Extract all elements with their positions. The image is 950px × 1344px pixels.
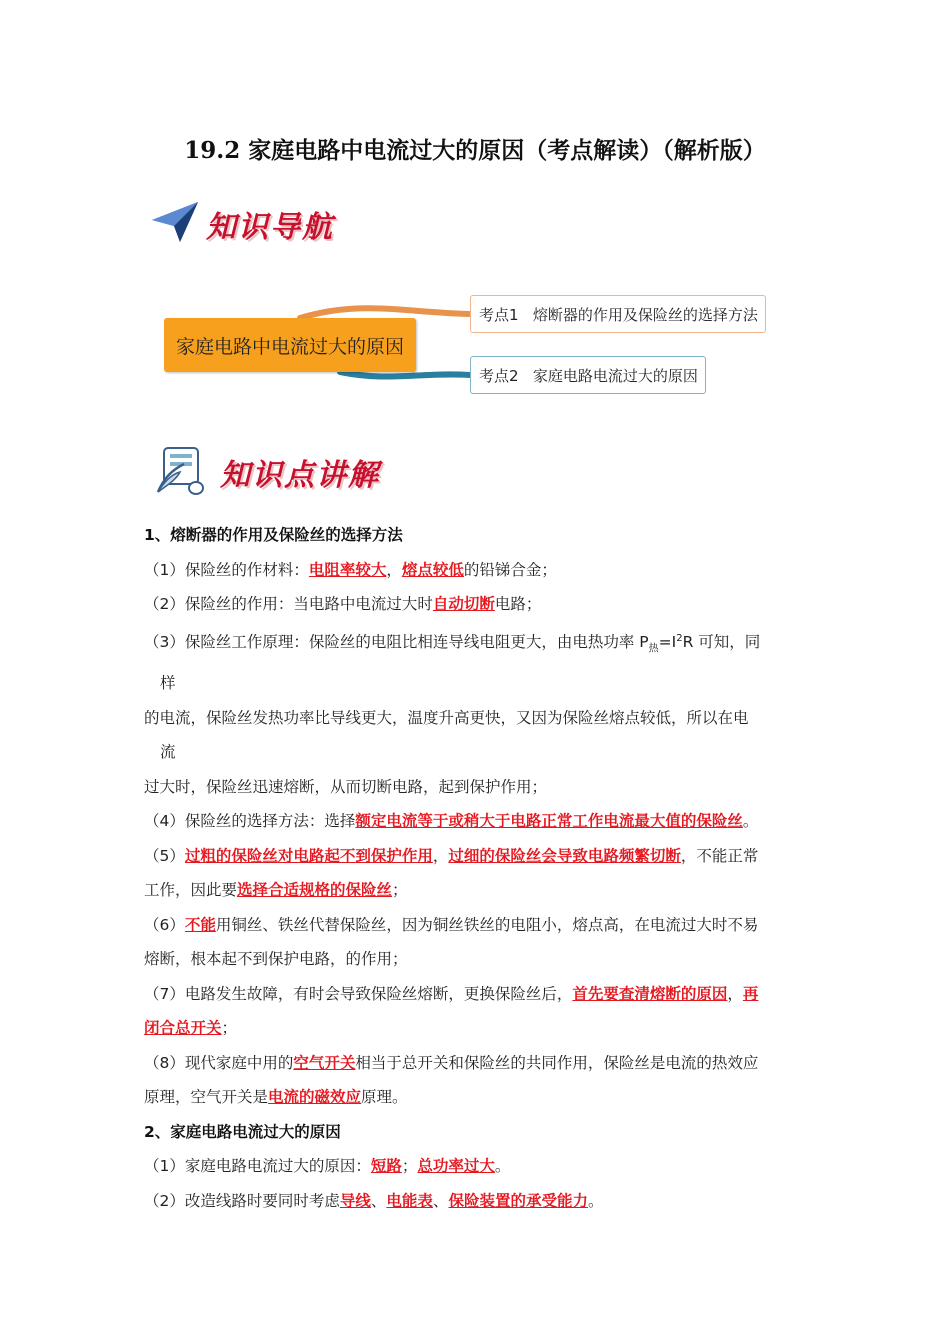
keyword: 再 (742, 984, 759, 1003)
keyword: 额定电流等于或稍大于电路正常工作电流最大值的保险丝 (355, 812, 743, 831)
paragraph-3-cont: 的电流，保险丝发热功率比导线更大，温度升高更快，又因为保险丝熔点较低，所以在电 (144, 708, 749, 727)
text: 相当于总开关和保险丝的共同作用，保险丝是电流的热效应 (355, 1053, 759, 1072)
paragraph-3-cont: 流 (160, 743, 176, 762)
paragraph-4 (144, 804, 808, 839)
text: （1）家庭电路电流过大的原因： (144, 1157, 371, 1176)
text: （8）现代家庭中用的 (144, 1053, 294, 1072)
text: （1）保险丝的作材料： (144, 560, 309, 579)
section-heading-2: 2、家庭电路电流过大的原因 (144, 1122, 341, 1141)
keyword: 熔点较低 (401, 560, 464, 579)
paragraph-1 (144, 553, 808, 588)
text: （6） (144, 915, 185, 934)
keyword: 过粗的保险丝对电路起不到保护作用 (184, 846, 433, 865)
scroll-quill-icon (150, 442, 210, 502)
paragraph-3-cont: 样 (160, 674, 176, 693)
paragraph-5-cont (144, 873, 808, 908)
paragraph-10 (144, 1184, 808, 1219)
keyword: 首先要查清熔断的原因 (572, 984, 728, 1003)
text: =I (658, 632, 677, 651)
superscript: 2 (676, 632, 683, 644)
paragraph-5 (144, 839, 808, 874)
text: （3）保险丝工作原理：保险丝的电阻比相连导线电阻更大，由电热功率 P (144, 632, 649, 651)
paragraph-8-cont (144, 1080, 808, 1115)
section-header-text: 知识点讲解 (220, 458, 380, 493)
text: ； (392, 881, 408, 900)
paragraph-6 (144, 908, 808, 943)
keyword: 自动切断 (432, 595, 495, 613)
text: 。 (494, 1157, 511, 1176)
section-header-text: 知识导航 (206, 210, 334, 245)
keyword: 电流的磁效应 (268, 1088, 362, 1107)
text: 。 (742, 812, 759, 831)
paragraph-2 (144, 587, 808, 622)
paragraph-7-cont (144, 1011, 808, 1046)
text: 、 (432, 1191, 449, 1210)
keyword: 保险装置的承受能力 (448, 1191, 588, 1210)
subscript: 热 (648, 642, 659, 654)
text: ， (386, 560, 402, 579)
paper-plane-icon (150, 200, 200, 248)
text: （7）电路发生故障，有时会导致保险丝熔断，更换保险丝后， (144, 984, 573, 1003)
text: 、 (370, 1191, 387, 1210)
keyword: 过细的保险丝会导致电路频繁切断 (448, 846, 681, 865)
keyword: 总功率过大 (417, 1157, 495, 1176)
text: （2）保险丝的作用：当电路中电流过大时 (144, 595, 433, 613)
mind-map-root: 家庭电路中电流过大的原因 (164, 318, 416, 372)
text: ， (727, 984, 743, 1003)
text: （5） (144, 846, 185, 865)
paragraph-3 (144, 622, 808, 667)
keyword: 短路 (370, 1157, 402, 1176)
text: 。 (587, 1191, 604, 1210)
keyword: 导线 (339, 1191, 371, 1210)
paragraph-3-cont: 过大时，保险丝迅速熔断，从而切断电路，起到保护作用； (144, 777, 548, 796)
content-body (144, 518, 808, 1218)
keyword: 电阻率较大 (308, 560, 387, 579)
section-header-knowledge-nav (150, 200, 334, 248)
text: ； (401, 1157, 418, 1176)
text: 用铜丝、铁丝代替保险丝，因为铜丝铁丝的电阻小，熔点高，在电流过大时不易 (215, 915, 759, 934)
mind-map-node-2: 考点2 家庭电路电流过大的原因 (470, 356, 706, 394)
text: 原理。 (361, 1088, 408, 1107)
paragraph-7 (144, 977, 808, 1012)
paragraph-6-cont: 熔断，根本起不到保护电路，的作用； (144, 950, 408, 969)
section-heading-1: 1、熔断器的作用及保险丝的选择方法 (144, 526, 403, 544)
page-title: 19.2 家庭电路中电流过大的原因（考点解读）（解析版） (184, 137, 766, 164)
paragraph-8 (144, 1046, 808, 1081)
keyword: 空气开关 (293, 1053, 356, 1072)
text: R 可知，同 (682, 632, 761, 651)
text: 电路； (494, 595, 542, 613)
section-header-knowledge-points (150, 442, 380, 502)
paragraph-9 (144, 1149, 808, 1184)
text: 原理，空气开关是 (144, 1088, 269, 1107)
text: （2）改造线路时要同时考虑 (144, 1191, 340, 1210)
text: ， (432, 846, 449, 865)
mind-map-node-1: 考点1 熔断器的作用及保险丝的选择方法 (470, 295, 766, 333)
keyword: 闭合总开关 (144, 1019, 222, 1038)
text: ，不能正常 (680, 846, 759, 865)
text: ； (221, 1019, 238, 1038)
keyword: 不能 (184, 915, 216, 934)
keyword: 电能表 (386, 1191, 433, 1210)
text: 工作，因此要 (144, 881, 238, 900)
text: （4）保险丝的选择方法：选择 (144, 812, 356, 831)
keyword: 选择合适规格的保险丝 (237, 881, 393, 900)
text: 的铅锑合金； (463, 560, 557, 579)
